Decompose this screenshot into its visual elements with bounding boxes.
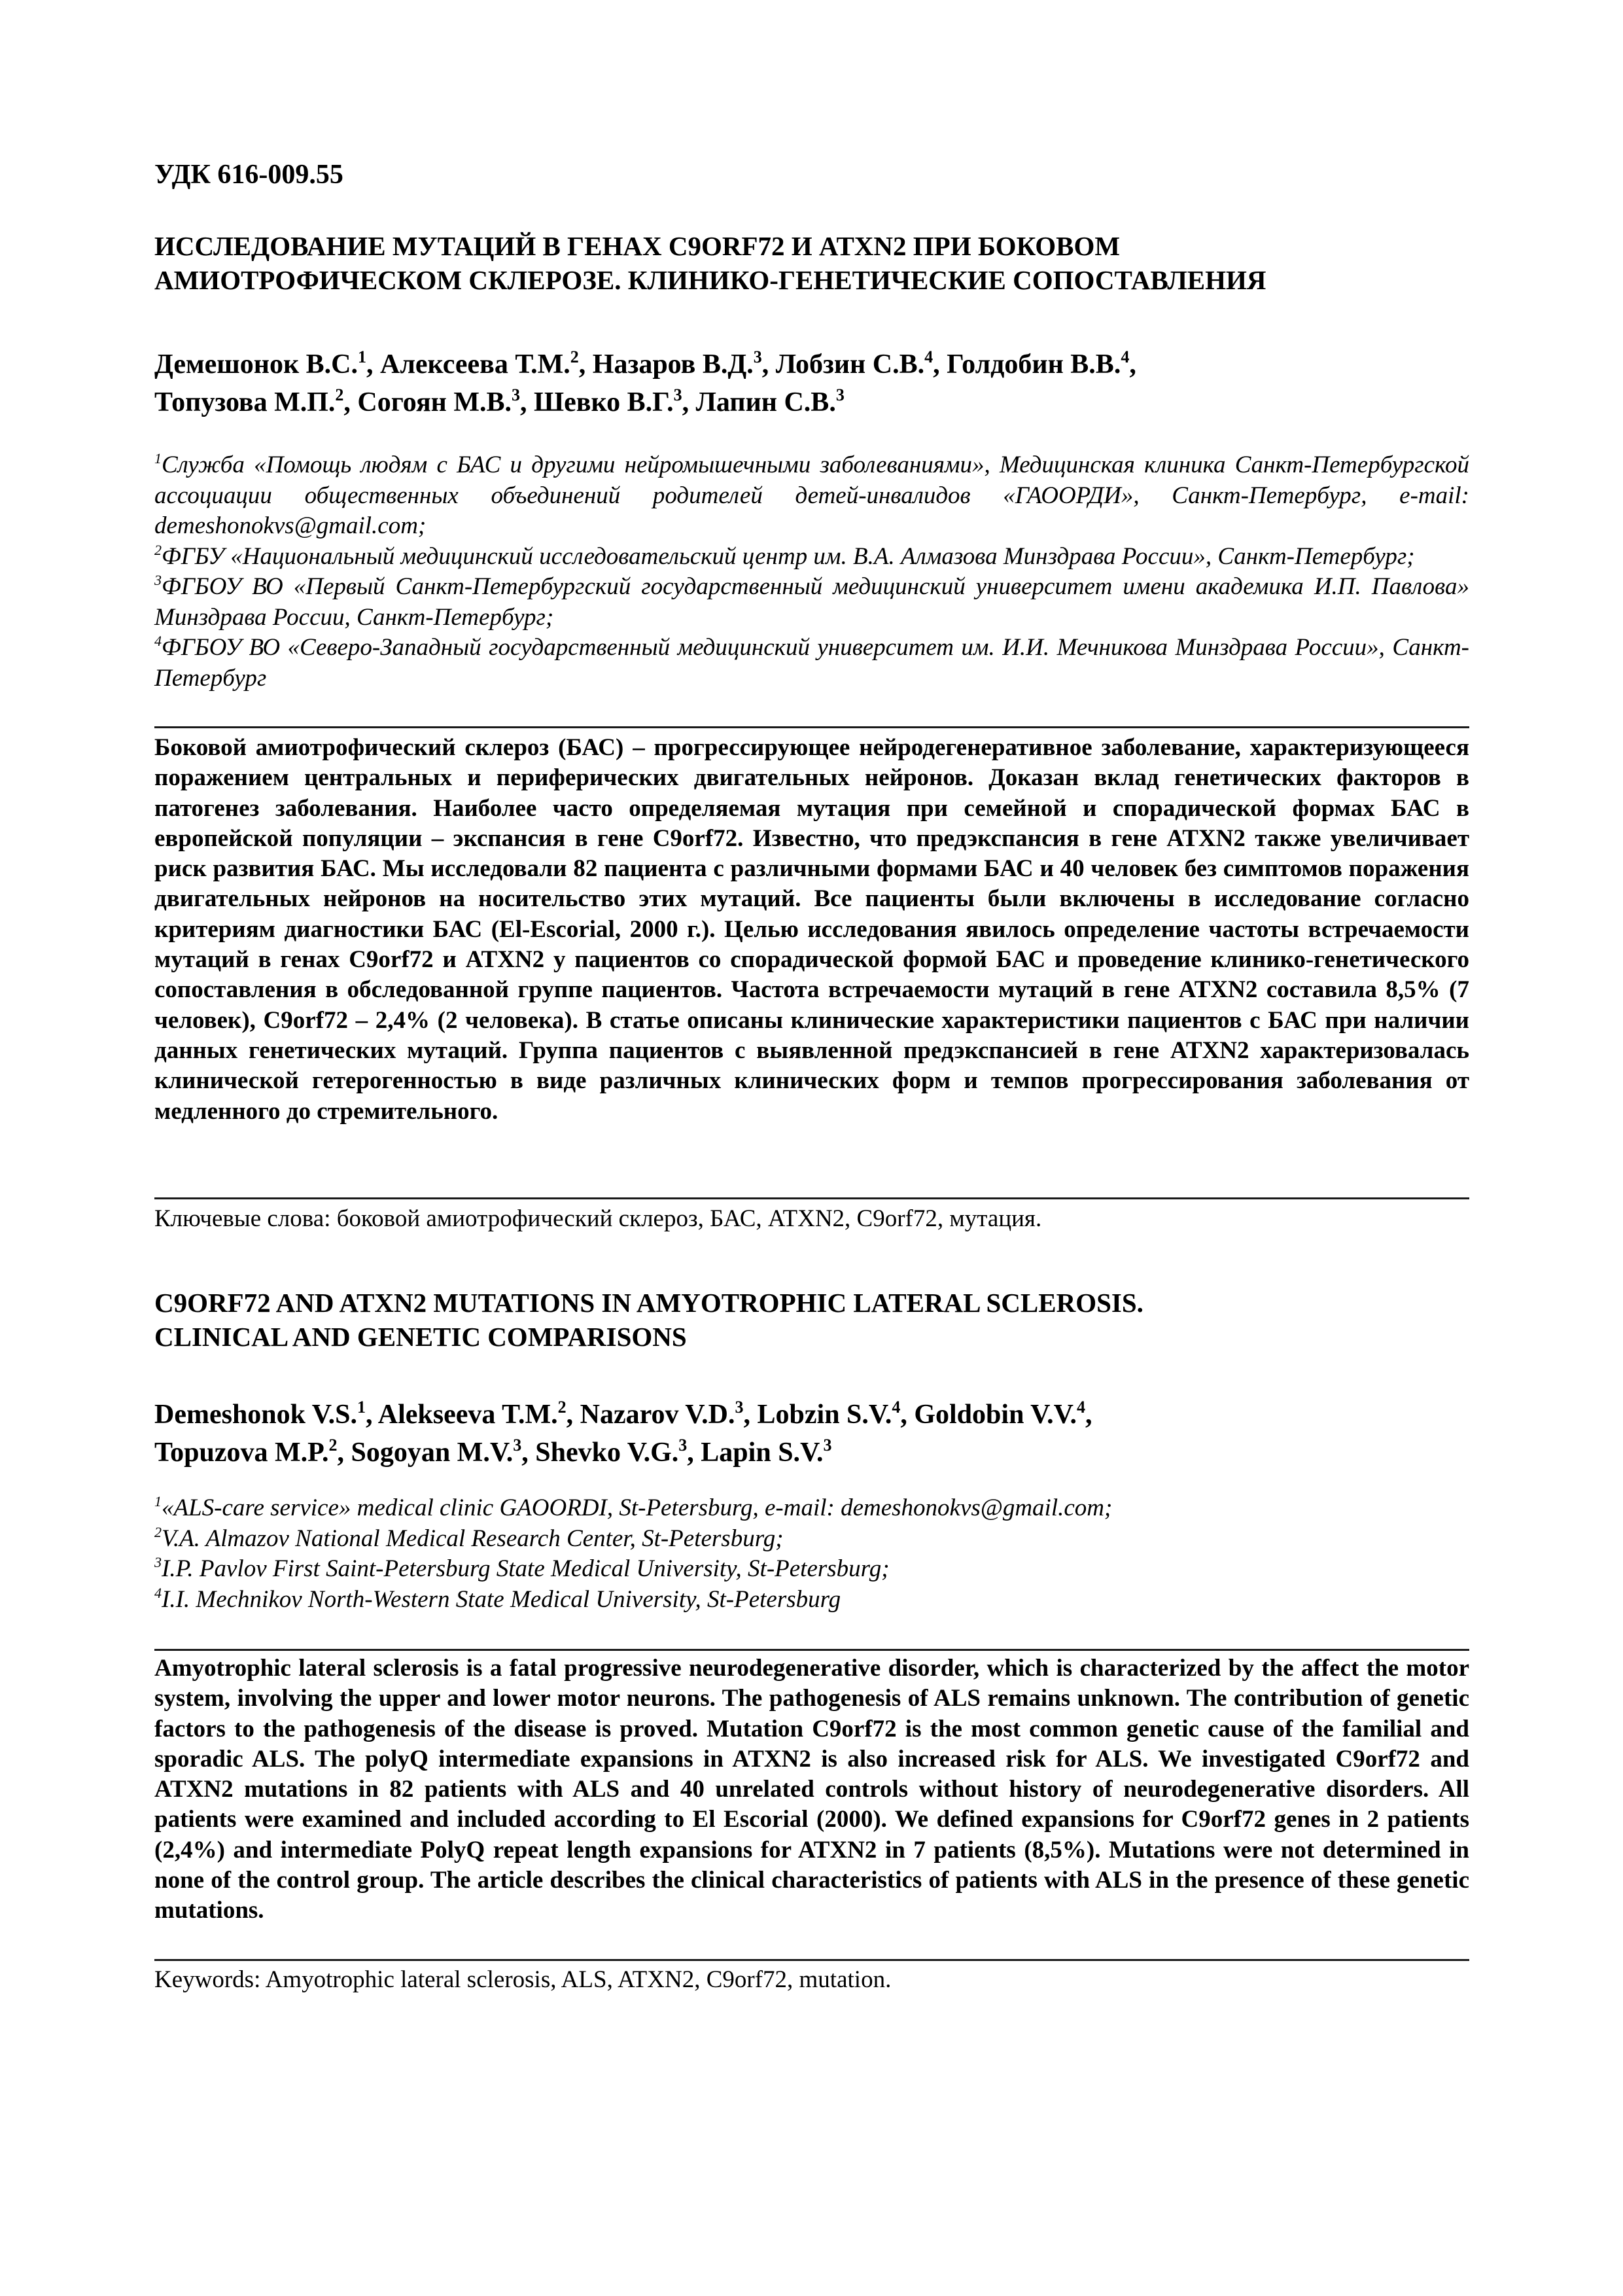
- author-name: Лапин С.В.: [695, 387, 836, 417]
- affiliations-en: [154, 1493, 1469, 1615]
- affiliation-text: «ALS-care service» medical clinic GAOORDI, St-Petersburg, e-mail: demeshonokvs@gmail.com;: [162, 1494, 1113, 1521]
- author-name: Lapin S.V.: [701, 1438, 824, 1468]
- author-name: Согоян М.В.: [357, 387, 512, 417]
- keywords-ru: Ключевые слова: боковой амиотрофический склероз, БАС, ATXN2, C9orf72, мутация.: [154, 1205, 1042, 1232]
- author-name: Lobzin S.V.: [757, 1400, 892, 1430]
- affiliation-marker: 2: [557, 1398, 567, 1417]
- affiliation-item: [154, 572, 1469, 633]
- keywords-en: Keywords: Amyotrophic lateral sclerosis, ALS, ATXN2, C9orf72, mutation.: [154, 1966, 892, 1993]
- affiliation-marker: 2: [335, 385, 344, 404]
- affiliation-text: I.P. Pavlov First Saint-Petersburg State Medical University, St-Petersburg;: [162, 1555, 890, 1582]
- author-line: Демешонок В.С.$^1$, Алексеева Т.М.$^2$, Назаров В.Д.$^3$, Лобзин С.В.$^4$, Голдобин В.В.$^4$,: [154, 347, 1136, 380]
- affiliation-marker: 4: [1121, 347, 1130, 366]
- affiliation-number: 3: [154, 1554, 162, 1570]
- affiliation-marker: 3: [753, 347, 762, 366]
- affiliation-marker: 3: [678, 1436, 688, 1455]
- author-name: Shevko V.G.: [535, 1438, 679, 1468]
- abstract-en: Amyotrophic lateral sclerosis is a fatal progressive neurodegenerative disorder, which is characterized by the affect the motor system, involving the upper and lower motor neurons. The pathogenesis of ALS remains unknown. The contribution of genetic factors to the pathogenesis of the disease is proved. Mutation C9orf72 is the most common genetic cause of the familial and sporadic ALS. The polyQ intermediate expansions in ATXN2 is also increased risk for ALS. We investigated C9orf72 and ATXN2 mutations in 82 patients with ALS and 40 unrelated controls without history of neurodegenerative disorders. All patients were examined and included according to El Escorial (2000). We defined expansions for C9orf72 genes in 2 patients (2,4%) and intermediate PolyQ repeat length expansions for ATXN2 in 7 patients (8,5%). Mutations were not determined in none of the control group. The article describes the clinical characteristics of patients with ALS in the presence of these genetic mutations.: [154, 1655, 1469, 1924]
- affiliation-number: 4: [154, 633, 162, 649]
- affiliation-text: Служба «Помощь людям с БАС и другими нейромышечными заболеваниями», Медицинская клиника Санкт-Петербургской ассоциации общественных объединений родителей детей-инвалидов «ГАООРДИ», Санкт-Петербург, e-mail: demeshonokvs@gmail.com;: [154, 451, 1469, 539]
- affiliation-marker: 1: [357, 1398, 366, 1417]
- affiliation-item: [154, 450, 1469, 542]
- divider-rule: [154, 1649, 1469, 1651]
- affiliation-item: [154, 542, 1469, 573]
- author-name: Alekseeva T.M.: [377, 1400, 558, 1430]
- affiliation-marker: 4: [1077, 1398, 1086, 1417]
- divider-rule: [154, 726, 1469, 728]
- affiliation-marker: 3: [673, 385, 682, 404]
- title-line: АМИОТРОФИЧЕСКОМ СКЛЕРОЗЕ. КЛИНИКО-ГЕНЕТИЧЕСКИЕ СОПОСТАВЛЕНИЯ: [154, 265, 1266, 295]
- divider-rule: [154, 1959, 1469, 1961]
- affiliation-item: [154, 1554, 1469, 1585]
- affiliation-number: 4: [154, 1584, 162, 1601]
- article-title-en: [154, 1286, 1469, 1354]
- affiliation-number: 2: [154, 1523, 162, 1540]
- title-line: C9ORF72 AND ATXN2 MUTATIONS IN AMYOTROPHIC LATERAL SCLEROSIS.: [154, 1288, 1143, 1318]
- title-line: CLINICAL AND GENETIC COMPARISONS: [154, 1322, 687, 1352]
- author-name: Nazarov V.D.: [580, 1400, 735, 1430]
- author-name: Шевко В.Г.: [534, 387, 674, 417]
- udk-code: УДК 616-009.55: [154, 160, 343, 190]
- affiliation-marker: 1: [358, 347, 367, 366]
- abstract-ru: Боковой амиотрофический склероз (БАС) – прогрессирующее нейродегенеративное заболевание, характеризующееся поражением центральных и периферических двигательных нейронов. Доказан вклад генетических факторов в патогенез заболевания. Наиболее часто определяемая мутация при семейной и спорадической формах БАС в европейской популяции – экспансия в гене C9orf72. Известно, что предэкспансия в гене ATXN2 также увеличивает риск развития БАС. Мы исследовали 82 пациента с различными формами БАС и 40 человек без симптомов поражения двигательных нейронов на носительство этих мутаций. Все пациенты были включены в исследование согласно критериям диагностики БАС (El-Escorial, 2000 г.). Целью исследования явилось определение частоты встречаемости мутаций в генах C9orf72 и ATXN2 у пациентов со спорадической формой БАС и проведение клинико-генетического сопоставления в обследованной группе пациентов. Частота встречаемости мутаций в гене ATXN2 составила 8,5% (7 человек), C9orf72 – 2,4% (2 человека). В статье описаны клинические характеристики пациентов с БАС при наличии данных генетических мутаций. Группа пациентов с выявленной предэкспансией в гене ATXN2 характеризовалась клинической гетерогенностью в виде различных клинических форм и темпов прогрессирования заболевания от медленного до стремительного.: [154, 734, 1469, 1125]
- author-name: Topuzova M.P.: [154, 1438, 329, 1468]
- author-name: Назаров В.Д.: [592, 349, 754, 380]
- author-name: Goldobin V.V.: [914, 1400, 1077, 1430]
- title-line: ИССЛЕДОВАНИЕ МУТАЦИЙ В ГЕНАХ C9ORF72 И ATXN2 ПРИ БОКОВОМ: [154, 231, 1121, 261]
- affiliation-marker: 3: [513, 1436, 522, 1455]
- author-name: Демешонок В.С.: [154, 349, 358, 380]
- divider-rule: [154, 1197, 1469, 1199]
- author-list-en: [154, 1396, 1469, 1472]
- affiliation-item: [154, 633, 1469, 694]
- affiliation-marker: 2: [328, 1436, 338, 1455]
- affiliation-marker: 3: [835, 385, 845, 404]
- affiliation-marker: 3: [823, 1436, 832, 1455]
- author-name: Demeshonok V.S.: [154, 1400, 358, 1430]
- affiliation-number: 1: [154, 450, 162, 467]
- affiliation-text: ФГБОУ ВО «Северо-Западный государственный медицинский университет им. И.И. Мечникова Минздрава России», Санкт-Петербург: [154, 634, 1469, 692]
- affiliation-number: 1: [154, 1493, 162, 1510]
- author-name: Топузова М.П.: [154, 387, 336, 417]
- author-name: Лобзин С.В.: [775, 349, 925, 380]
- article-title-ru: [154, 229, 1469, 297]
- affiliation-item: [154, 1524, 1469, 1555]
- affiliation-item: [154, 1493, 1469, 1524]
- affiliation-text: ФГБУ «Национальный медицинский исследовательский центр им. В.А. Алмазова Минздрава России», Санкт-Петербург;: [162, 542, 1415, 570]
- author-name: Алексеева Т.М.: [380, 349, 570, 380]
- author-list-ru: [154, 345, 1469, 421]
- author-line: Topuzova M.P.$^2$, Sogoyan M.V.$^3$, Shevko V.G.$^3$, Lapin S.V.$^3$: [154, 1436, 832, 1468]
- affiliation-marker: 3: [735, 1398, 744, 1417]
- affiliation-marker: 2: [570, 347, 579, 366]
- affiliations-ru: [154, 450, 1469, 694]
- affiliation-item: [154, 1585, 1469, 1616]
- affiliation-number: 3: [154, 572, 162, 588]
- affiliation-text: ФГБОУ ВО «Первый Санкт-Петербургский государственный медицинский университет имени академика И.П. Павлова» Минздрава России, Санкт-Петербург;: [154, 573, 1469, 631]
- affiliation-text: V.A. Almazov National Medical Research Center, St-Petersburg;: [162, 1525, 784, 1552]
- affiliation-marker: 3: [512, 385, 521, 404]
- affiliation-number: 2: [154, 541, 162, 558]
- affiliation-marker: 4: [924, 347, 934, 366]
- affiliation-text: I.I. Mechnikov North-Western State Medical University, St-Petersburg: [162, 1585, 841, 1613]
- author-name: Голдобин В.В.: [947, 349, 1121, 380]
- author-name: Sogoyan M.V.: [351, 1438, 514, 1468]
- author-line: Топузова М.П.$^2$, Согоян М.В.$^3$, Шевко В.Г.$^3$, Лапин С.В.$^3$: [154, 385, 845, 417]
- author-line: Demeshonok V.S.$^1$, Alekseeva T.M.$^2$, Nazarov V.D.$^3$, Lobzin S.V.$^4$, Goldobin V.V.$^4$,: [154, 1398, 1092, 1430]
- affiliation-marker: 4: [892, 1398, 901, 1417]
